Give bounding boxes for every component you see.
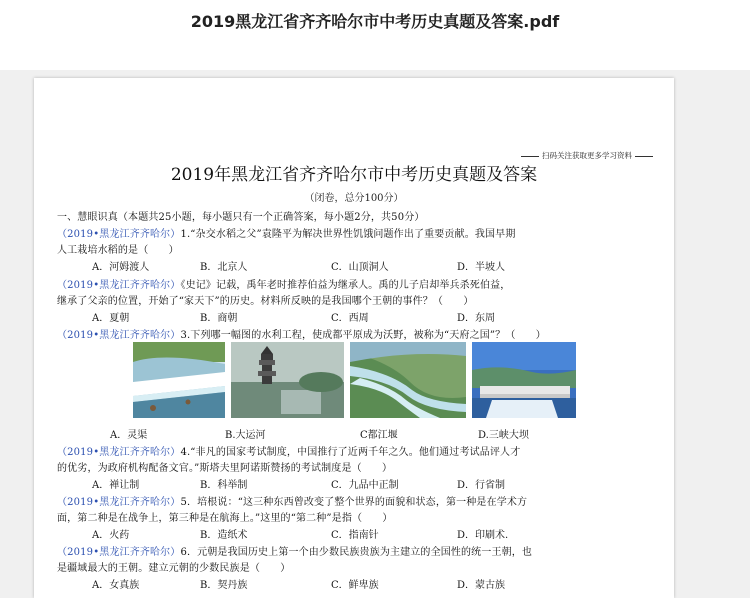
q3-option-a: A．灵渠	[110, 430, 148, 441]
question-1-line-2: 人工栽培水稻的是（ ）	[57, 245, 179, 256]
question-4-line-2: 的优劣，为政府机构配备文官。”斯塔夫里阿诺斯赞扬的考试制度是（ ）	[57, 463, 393, 474]
q1-option-d: D．半坡人	[457, 262, 506, 273]
q4-option-a: A．禅让制	[92, 480, 140, 491]
question-4-line-1: （2019•黑龙江齐齐哈尔）4.“非凡的国家考试制度，中国推行了近两千年之久。他们通过考试品评人才	[57, 447, 521, 458]
question-2-line-2: 继承了父亲的位置，开始了“家天下”的历史。材料所反映的是我国哪个王朝的事件？（ ）	[57, 296, 474, 307]
q5-option-d: D．印刷术.	[457, 530, 509, 541]
q2-option-c: C．西周	[331, 313, 369, 324]
q2-option-b: B．商朝	[200, 313, 238, 324]
q4-option-b: B．科举制	[200, 480, 248, 491]
question-6-line-2: 是疆域最大的王朝。建立元朝的少数民族是（ ）	[57, 563, 291, 574]
q6-option-c: C．鲜卑族	[331, 580, 379, 591]
watermark: 扫码关注获取更多学习资料	[518, 150, 656, 161]
document-title: 2019黑龙江省齐齐哈尔市中考历史真题及答案.pdf	[190, 12, 560, 31]
q4-option-c: C．九品中正制	[331, 480, 399, 491]
grand-canal-photo	[231, 342, 344, 418]
q5-option-c: C．指南针	[331, 530, 379, 541]
dujiangyan-photo	[350, 342, 466, 418]
question-5-line-2: 面，第二种是在战争上，第三种是在航海上。”这里的“第二种”是指（ ）	[57, 513, 393, 524]
q6-option-d: D．蒙古族	[457, 580, 506, 591]
q2-option-d: D．东周	[457, 313, 496, 324]
question-1-line-1: （2019•黑龙江齐齐哈尔）1.“杂交水稻之父”袁隆平为解决世界性饥饿问题作出了重要贡献。我国早期	[57, 229, 516, 240]
paper-title: 2019年黑龙江省齐齐哈尔市中考历史真题及答案	[170, 165, 538, 185]
question-3-line-1: （2019•黑龙江齐齐哈尔）3.下列哪一幅图的水利工程，使成都平原成为沃野，被称为“天府之国”？（ ）	[57, 330, 546, 341]
q1-option-c: C．山顶洞人	[331, 262, 389, 273]
q5-option-a: A．火药	[92, 530, 130, 541]
q5-option-b: B．造纸术	[200, 530, 248, 541]
question-5-line-1: （2019•黑龙江齐齐哈尔）5．培根说：“这三种东西曾改变了整个世界的面貌和状态，第一种是在学术方	[57, 497, 528, 508]
title-bar	[0, 0, 750, 70]
q3-option-d: D.三峡大坝	[478, 430, 529, 441]
lingqu-photo	[133, 342, 225, 418]
question-2-line-1: （2019•黑龙江齐齐哈尔）《史记》记载，禹年老时推荐伯益为继承人。禹的儿子启却举兵杀死伯益，	[57, 280, 511, 291]
q1-option-a: A．河姆渡人	[92, 262, 150, 273]
three-gorges-dam-photo	[472, 342, 576, 418]
q6-option-a: A．女真族	[92, 580, 140, 591]
paper-subtitle: （闭卷，总分100分）	[304, 193, 404, 204]
q3-option-c: C都江堰	[360, 430, 398, 441]
q6-option-b: B．契丹族	[200, 580, 248, 591]
q2-option-a: A．夏朝	[92, 313, 130, 324]
q3-option-b: B.大运河	[225, 430, 266, 441]
q1-option-b: B．北京人	[200, 262, 248, 273]
section-heading: 一、慧眼识真（本题共25小题，每小题只有一个正确答案，每小题2分，共50分）	[57, 212, 425, 223]
question-6-line-1: （2019•黑龙江齐齐哈尔）6．元朝是我国历史上第一个由少数民族贵族为主建立的全国性的统一王朝，也	[57, 547, 533, 558]
q4-option-d: D．行省制	[457, 480, 506, 491]
